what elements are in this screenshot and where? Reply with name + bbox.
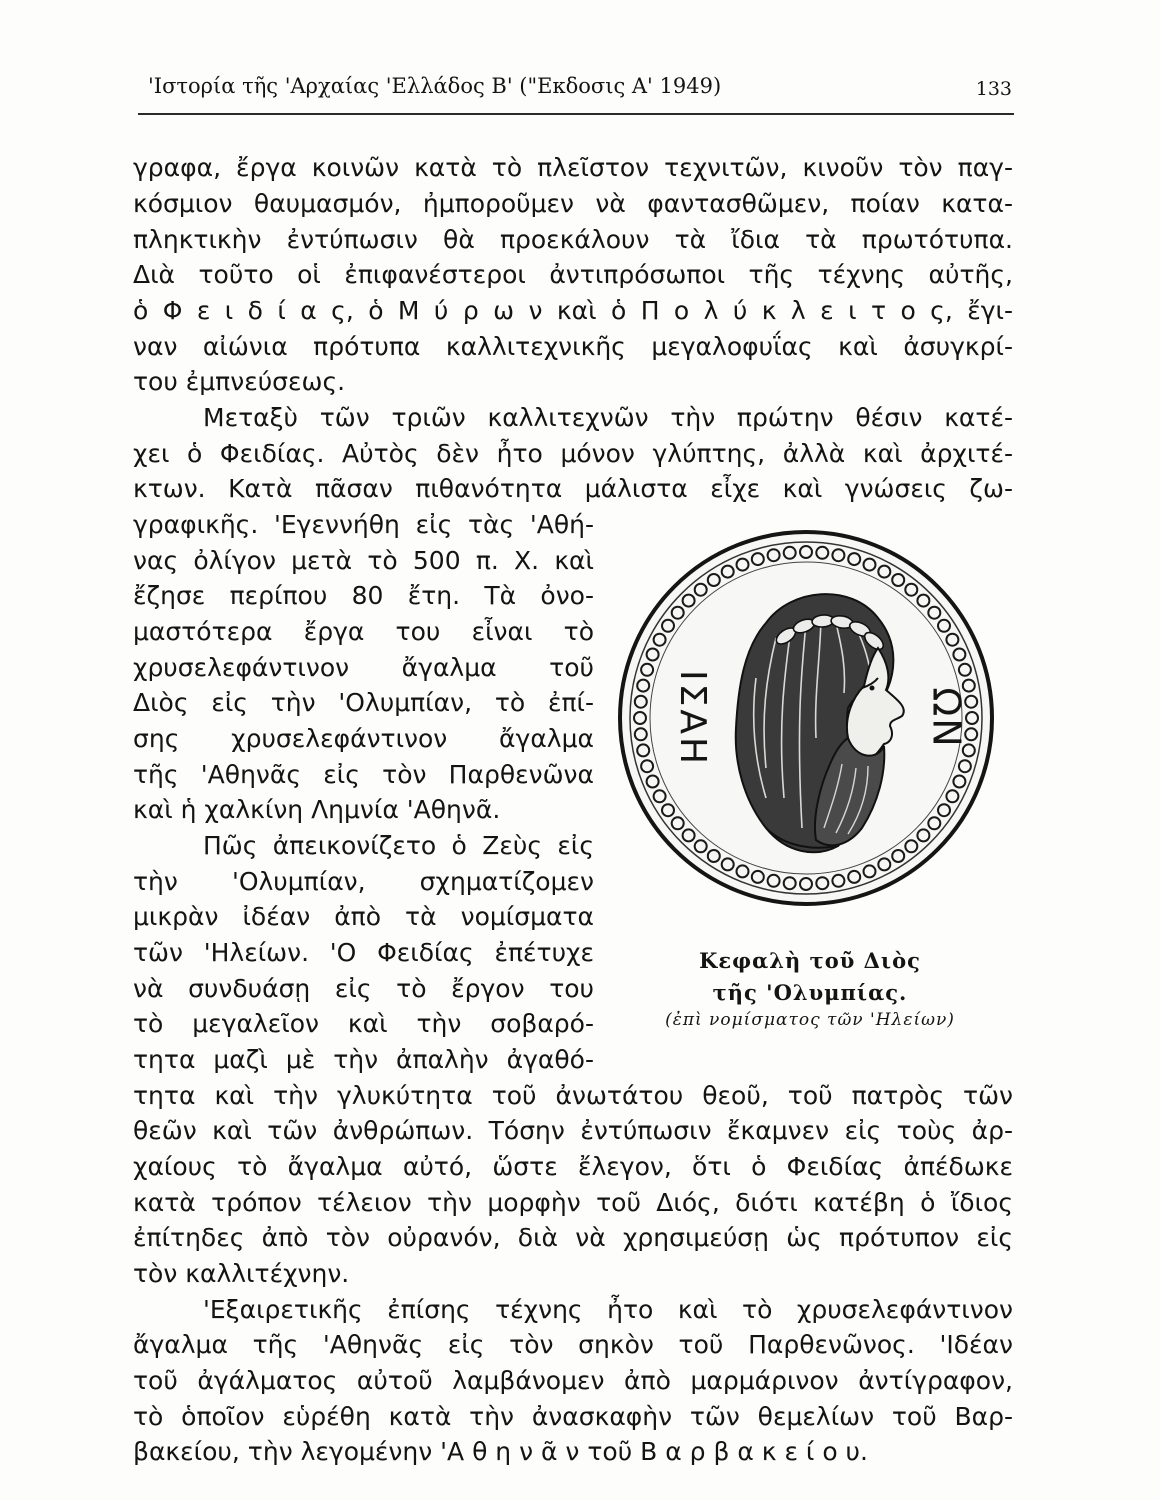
figure-caption-source: (ἐπὶ νομίσματος τῶν 'Ηλείων) (665, 1010, 955, 1030)
text-line: Διὰ τοῦτο οἱ ἐπιφανέστεροι ἀντιπρόσωποι τῆς τέχνης αὐτῆς, (133, 260, 1013, 289)
coin-legend-right: ΩΝ (924, 687, 969, 749)
text-line: τὸ ὁποῖον εὑρέθη κατὰ τὴν ἀνασκαφὴν τῶν θεμελίων τοῦ Βαρ- (133, 1402, 1013, 1431)
figure-caption-line1: Κεφαλὴ τοῦ Διὸς (699, 948, 921, 973)
text-line: κόσμιον θαυμασμόν, ἠμποροῦμεν νὰ φαντασθῶμεν, ποίαν κατα- (133, 189, 1013, 218)
text-line: Μεταξὺ τῶν τριῶν καλλιτεχνῶν τὴν πρώτην θέσιν κατέ- (203, 403, 1013, 432)
text-line: τητα καὶ τὴν γλυκύτητα τοῦ ἀνωτάτου θεοῦ, τοῦ πατρὸς τῶν (133, 1081, 1013, 1110)
text-line: του ἐμπνεύσεως. (133, 367, 346, 396)
text-line: κτων. Κατὰ πᾶσαν πιθανότητα μάλιστα εἶχε καὶ γνώσεις ζω- (133, 474, 1013, 503)
text-line: τοῦ ἀγάλματος αὐτοῦ λαμβάνομεν ἀπὸ μαρμάρινον ἀντίγραφον, (133, 1366, 1013, 1395)
text-line: χρυσελεφάντινον ἄγαλμα τοῦ (133, 653, 594, 682)
text-line: ἔζησε περίπου 80 ἔτη. Τὰ ὀνο- (133, 581, 594, 610)
text-line: Πῶς ἀπεικονίζετο ὁ Ζεὺς εἰς (203, 831, 594, 860)
text-line: τὸ μεγαλεῖον καὶ τὴν σοβαρό- (133, 1009, 594, 1038)
text-line: σης χρυσελεφάντινον ἄγαλμα (133, 724, 594, 753)
text-line: γραφικῆς. 'Εγεννήθη εἰς τὰς 'Αθή- (133, 510, 594, 539)
text-line: νὰ συνδυάσῃ εἰς τὸ ἔργον του (133, 974, 594, 1003)
text-line: 'Εξαιρετικῆς ἐπίσης τέχνης ἦτο καὶ τὸ χρυσελεφάντινον (203, 1295, 1013, 1324)
text-line: μαστότερα ἔργα του εἶναι τὸ (133, 617, 594, 646)
text-line: ναν αἰώνια πρότυπα καλλιτεχνικῆς μεγαλοφυΐας καὶ ἀσυγκρί- (133, 332, 1013, 361)
text-line: τῶν 'Ηλείων. 'Ο Φειδίας ἐπέτυχε (133, 938, 594, 967)
text-line: νας ὀλίγον μετὰ τὸ 500 π. Χ. καὶ (133, 546, 594, 575)
text-line: γραφα, ἔργα κοινῶν κατὰ τὸ πλεῖστον τεχνιτῶν, κινοῦν τὸν παγ- (133, 153, 1013, 182)
text-line: Διὸς εἰς τὴν 'Ολυμπίαν, τὸ ἐπί- (133, 688, 594, 717)
figure-caption-line2: τῆς 'Ολυμπίας. (712, 980, 908, 1005)
page-number: 133 (975, 78, 1012, 100)
text-line: τὸν καλλιτέχνην. (133, 1259, 350, 1288)
text-line: θεῶν καὶ τῶν ἀνθρώπων. Τόσην ἐντύπωσιν ἔκαμνεν εἰς τοὺς ἀρ- (133, 1116, 1013, 1145)
header-rule (138, 113, 1014, 115)
text-line: μικρὰν ἰδέαν ἀπὸ τὰ νομίσματα (133, 902, 594, 931)
coin-legend-left: ΙΣΑΗ (672, 669, 714, 768)
text-line: ἄγαλμα τῆς 'Αθηνᾶς εἰς τὸν σηκὸν τοῦ Παρθενῶνος. 'Ιδέαν (133, 1330, 1013, 1359)
text-line: βακείου, τὴν λεγομένην 'Α θ η ν ᾶ ν τοῦ Β α ρ β α κ ε ί ο υ. (133, 1437, 868, 1466)
coin-illustration (616, 528, 996, 908)
text-line: χει ὁ Φειδίας. Αὐτὸς δὲν ἦτο μόνον γλύπτης, ἀλλὰ καὶ ἀρχιτέ- (133, 439, 1013, 468)
text-line: χαίους τὸ ἄγαλμα αὐτό, ὥστε ἔλεγον, ὅτι ὁ Φειδίας ἀπέδωκε (133, 1152, 1013, 1181)
text-line: ἐπίτηδες ἀπὸ τὸν οὐρανόν, διὰ νὰ χρησιμεύσῃ ὡς πρότυπον εἰς (133, 1223, 1013, 1252)
running-head-title: 'Ιστορία τῆς 'Αρχαίας 'Ελλάδος Β' ("Εκδοσις Α' 1949) (148, 74, 722, 98)
text-line: ὁ Φ ε ι δ ί α ς, ὁ Μ ύ ρ ω ν καὶ ὁ Π ο λ ύ κ λ ε ι τ ο ς, ἔγι- (133, 296, 1013, 325)
text-line: τῆς 'Αθηνᾶς εἰς τὸν Παρθενῶνα (133, 760, 594, 789)
text-line: πληκτικὴν ἐντύπωσιν θὰ προεκάλουν τὰ ἴδια τὰ πρωτότυπα. (133, 225, 1013, 254)
text-line: τητα μαζὶ μὲ τὴν ἀπαλὴν ἀγαθό- (133, 1045, 594, 1074)
text-line: κατὰ τρόπον τέλειον τὴν μορφὴν τοῦ Διός, διότι κατέβη ὁ ἴδιος (133, 1188, 1013, 1217)
running-head (148, 70, 1014, 104)
text-line: τὴν 'Ολυμπίαν, σχηματίζομεν (133, 867, 594, 896)
text-line: καὶ ἡ χαλκίνη Λημνία 'Αθηνᾶ. (133, 795, 501, 824)
